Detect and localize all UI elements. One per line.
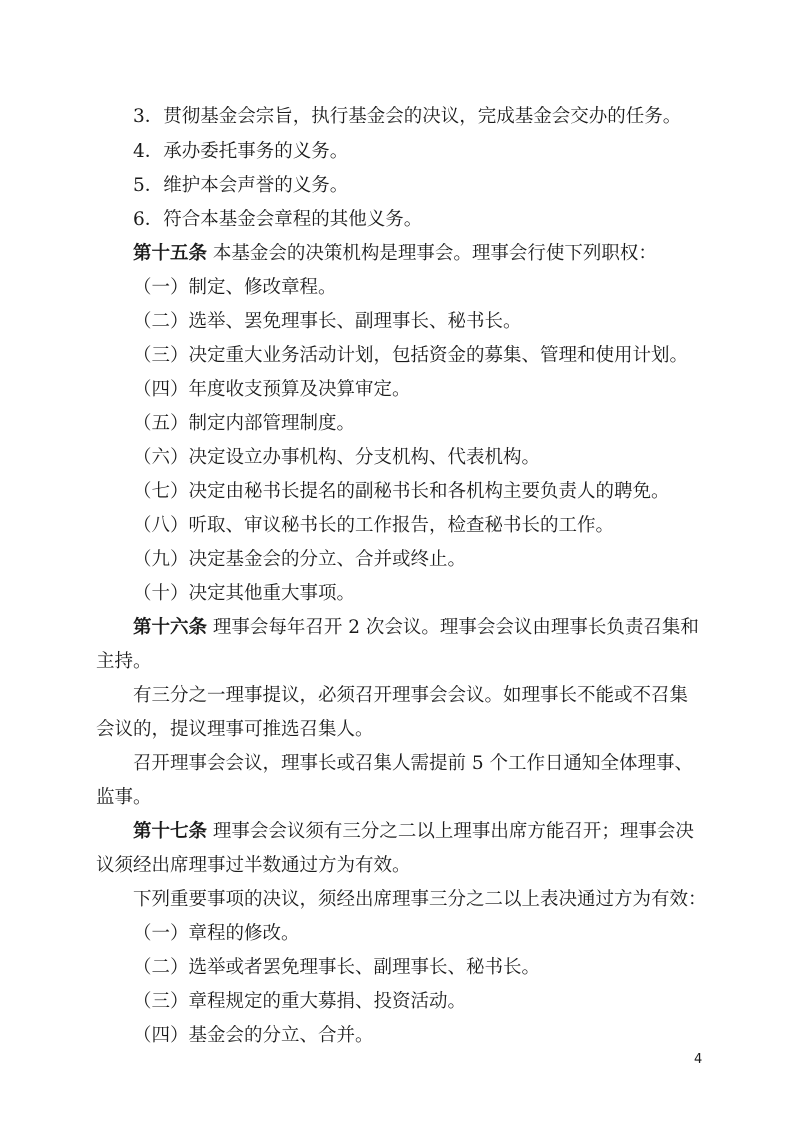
article-17-item-2: （二）选举或者罢免理事长、副理事长、秘书长。 — [133, 957, 541, 978]
duty-item-6: 6．符合本基金会章程的其他义务。 — [133, 209, 423, 230]
article-15-item-4: （四）年度收支预算及决算审定。 — [133, 379, 411, 400]
article-17-continuation: 议须经出席理事过半数通过方为有效。 — [96, 855, 411, 876]
article-15-item-3: （三）决定重大业务活动计划，包括资金的募集、管理和使用计划。 — [133, 345, 689, 366]
article-16-paragraph-2-continuation: 会议的，提议理事可推选召集人。 — [96, 719, 374, 740]
article-17-heading: 第十七条 — [133, 821, 208, 842]
article-15-item-7: （七）决定由秘书长提名的副秘书长和各机构主要负责人的聘免。 — [133, 481, 670, 502]
article-15-heading: 第十五条 — [133, 243, 208, 264]
article-16-continuation: 主持。 — [96, 651, 152, 672]
article-16-paragraph-2: 有三分之一理事提议，必须召开理事会会议。如理事长不能或不召集 — [133, 685, 689, 706]
duty-item-3: 3．贯彻基金会宗旨，执行基金会的决议，完成基金会交办的任务。 — [133, 106, 682, 127]
article-15-item-2: （二）选举、罢免理事长、副理事长、秘书长。 — [133, 311, 522, 332]
duty-item-4: 4．承办委托事务的义务。 — [133, 141, 349, 162]
article-15-item-9: （九）决定基金会的分立、合并或终止。 — [133, 549, 467, 570]
duty-item-5: 5．维护本会声誉的义务。 — [133, 175, 349, 196]
article-15-item-10: （十）决定其他重大事项。 — [133, 583, 356, 604]
article-17-item-3: （三）章程规定的重大募捐、投资活动。 — [133, 991, 467, 1012]
article-15-item-8: （八）听取、审议秘书长的工作报告，检查秘书长的工作。 — [133, 515, 615, 536]
article-15: 第十五条 本基金会的决策机构是理事会。理事会行使下列职权： — [133, 243, 657, 264]
article-16-paragraph-3-continuation: 监事。 — [96, 787, 152, 808]
article-17-paragraph-2: 下列重要事项的决议，须经出席理事三分之二以上表决通过方为有效： — [133, 889, 707, 910]
article-15-item-1: （一）制定、修改章程。 — [133, 277, 337, 298]
article-17: 第十七条 理事会会议须有三分之二以上理事出席方能召开；理事会决 — [133, 821, 694, 842]
article-15-item-5: （五）制定内部管理制度。 — [133, 413, 356, 434]
article-16-paragraph-3: 召开理事会会议，理事长或召集人需提前 5 个工作日通知全体理事、 — [133, 753, 694, 774]
article-16: 第十六条 理事会每年召开 2 次会议。理事会会议由理事长负责召集和 — [133, 617, 699, 638]
article-17-item-1: （一）章程的修改。 — [133, 923, 300, 944]
article-15-item-6: （六）决定设立办事机构、分支机构、代表机构。 — [133, 447, 541, 468]
page-number: 4 — [694, 1052, 703, 1067]
article-16-heading: 第十六条 — [133, 617, 208, 638]
article-17-item-4: （四）基金会的分立、合并。 — [133, 1025, 374, 1046]
